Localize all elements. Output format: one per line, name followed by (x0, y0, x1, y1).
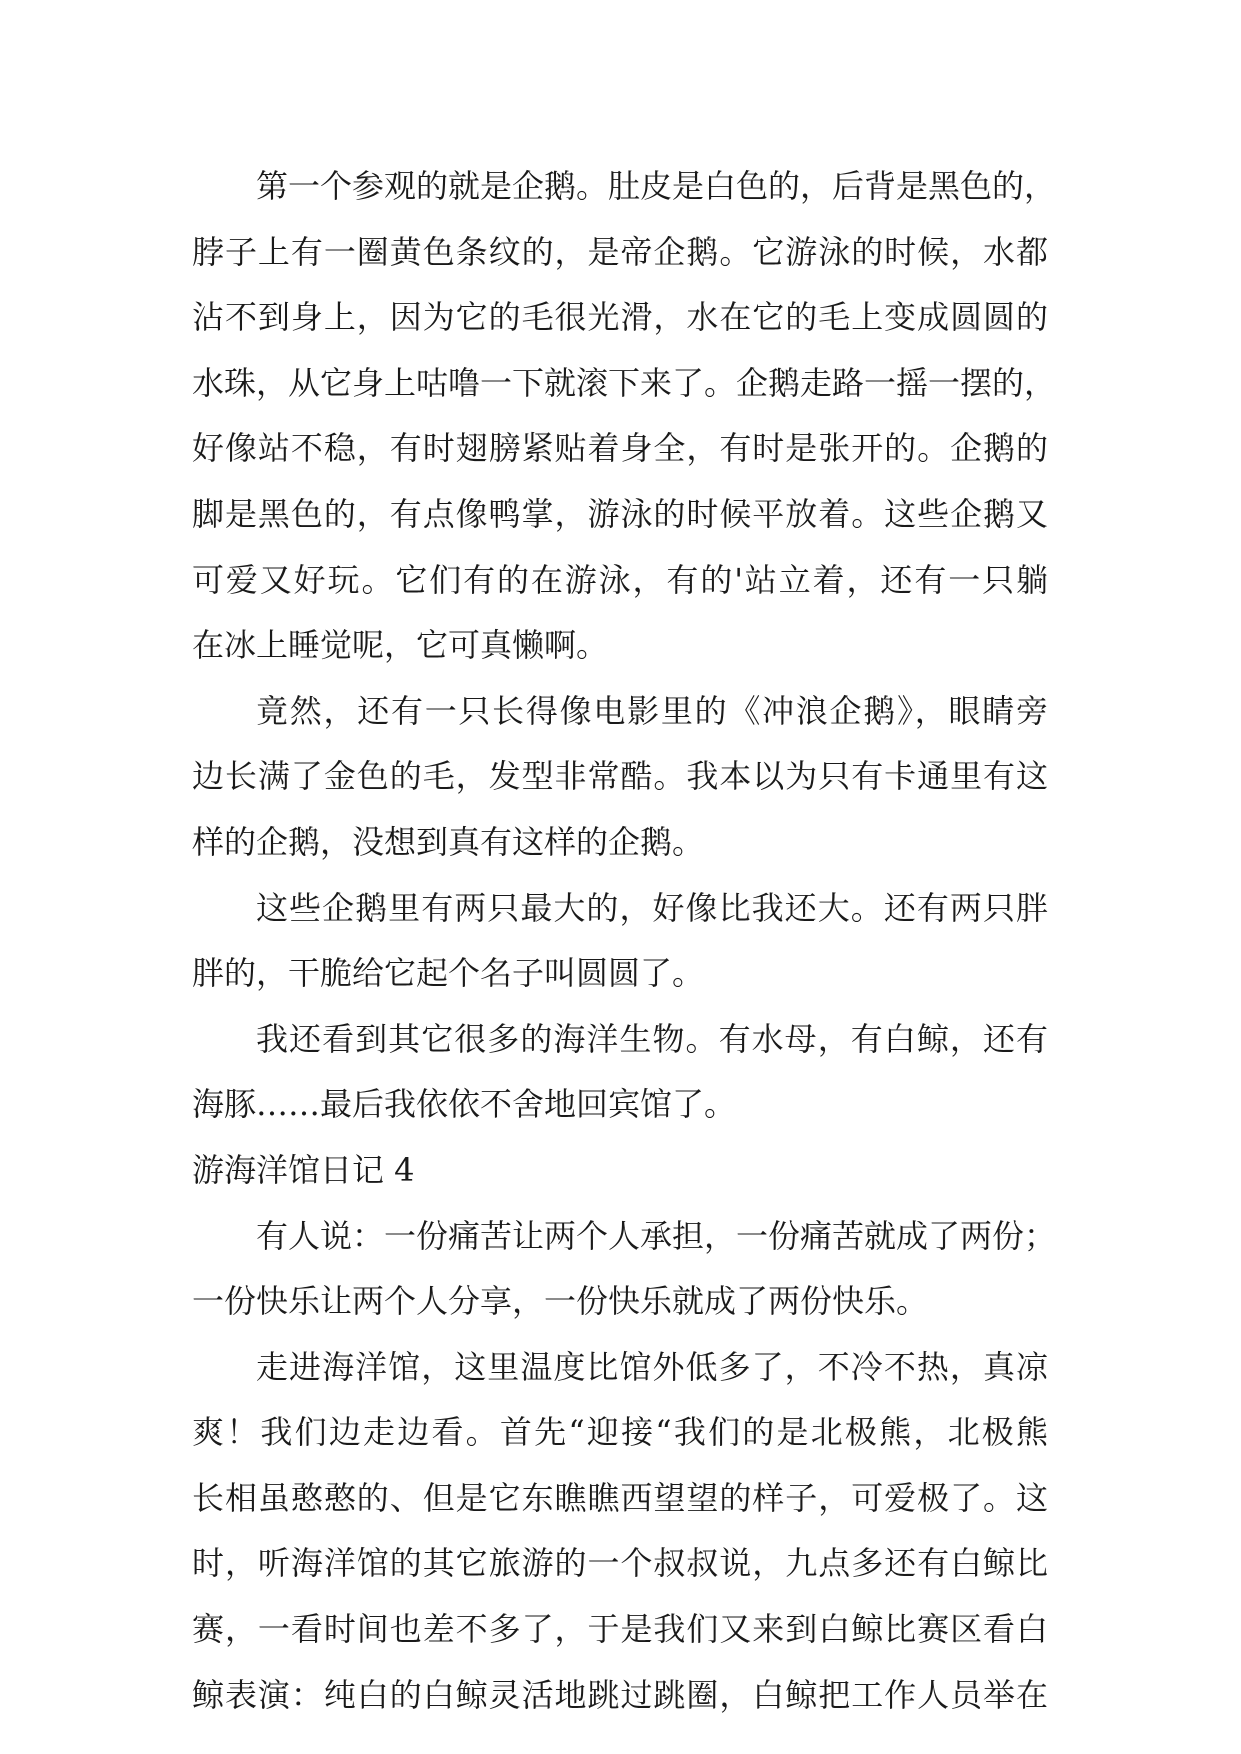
text-line: 第一个参观的就是企鹅。肚皮是白色的，后背是黑色的， (256, 167, 1057, 205)
paragraph (192, 876, 1048, 1007)
section-heading (192, 1138, 1048, 1204)
text-line: 我还看到其它很多的海洋生物。有水母，有白鲸，还有 (256, 1019, 1048, 1058)
text-line: 在冰上睡觉呢，它可真懒啊。 (192, 626, 609, 665)
paragraph (192, 1335, 1048, 1729)
text-line: 水珠，从它身上咕噜一下就滚下来了。企鹅走路一摇一摆的， (192, 363, 1057, 402)
text-line: 有人说：一份痛苦让两个人承担，一份痛苦就成了两份； (256, 1216, 1057, 1255)
text-line: 脚是黑色的，有点像鸭掌，游泳的时候平放着。这些企鹅又 (192, 494, 1048, 533)
paragraph (192, 1007, 1048, 1138)
text-line: 一份快乐让两个人分享，一份快乐就成了两份快乐。 (192, 1282, 929, 1321)
text-line: 赛，一看时间也差不多了，于是我们又来到白鲸比赛区看白 (192, 1610, 1048, 1649)
text-line: 边长满了金色的毛，发型非常酷。我本以为只有卡通里有这 (192, 757, 1048, 796)
text-line: 时，听海洋馆的其它旅游的一个叔叔说，九点多还有白鲸比 (192, 1544, 1048, 1583)
text-line: 沾不到身上，因为它的毛很光滑，水在它的毛上变成圆圆的 (192, 298, 1048, 337)
text-line: 胖的，干脆给它起个名子叫圆圆了。 (192, 954, 705, 993)
text-line: 竟然，还有一只长得像电影里的《冲浪企鹅》，眼睛旁 (256, 691, 1048, 730)
text-line: 可爱又好玩。它们有的在游泳，有的'站立着，还有一只躺 (192, 560, 1048, 599)
paragraph (192, 154, 1057, 679)
text-line: 游海洋馆日记 4 (192, 1150, 415, 1189)
text-line: 走进海洋馆，这里温度比馆外低多了，不冷不热，真凉 (256, 1347, 1048, 1386)
text-line: 鲸表演：纯白的白鲸灵活地跳过跳圈，白鲸把工作人员举在 (192, 1675, 1048, 1714)
text-line: 样的企鹅，没想到真有这样的企鹅。 (192, 822, 705, 861)
text-line: 脖子上有一圈黄色条纹的，是帝企鹅。它游泳的时候，水都 (192, 232, 1048, 271)
document-body (192, 154, 1057, 1728)
paragraph (192, 1204, 1057, 1335)
text-line: 这些企鹅里有两只最大的，好像比我还大。还有两只胖 (256, 888, 1048, 927)
text-line: 爽！我们边走边看。首先“迎接“我们的是北极熊，北极熊 (192, 1413, 1048, 1452)
text-line: 长相虽憨憨的、但是它东瞧瞧西望望的样子，可爱极了。这 (192, 1478, 1048, 1517)
text-line: 海豚……最后我依依不舍地回宾馆了。 (192, 1085, 737, 1124)
text-line: 好像站不稳，有时翅膀紧贴着身全，有时是张开的。企鹅的 (192, 429, 1048, 468)
paragraph (192, 679, 1048, 876)
